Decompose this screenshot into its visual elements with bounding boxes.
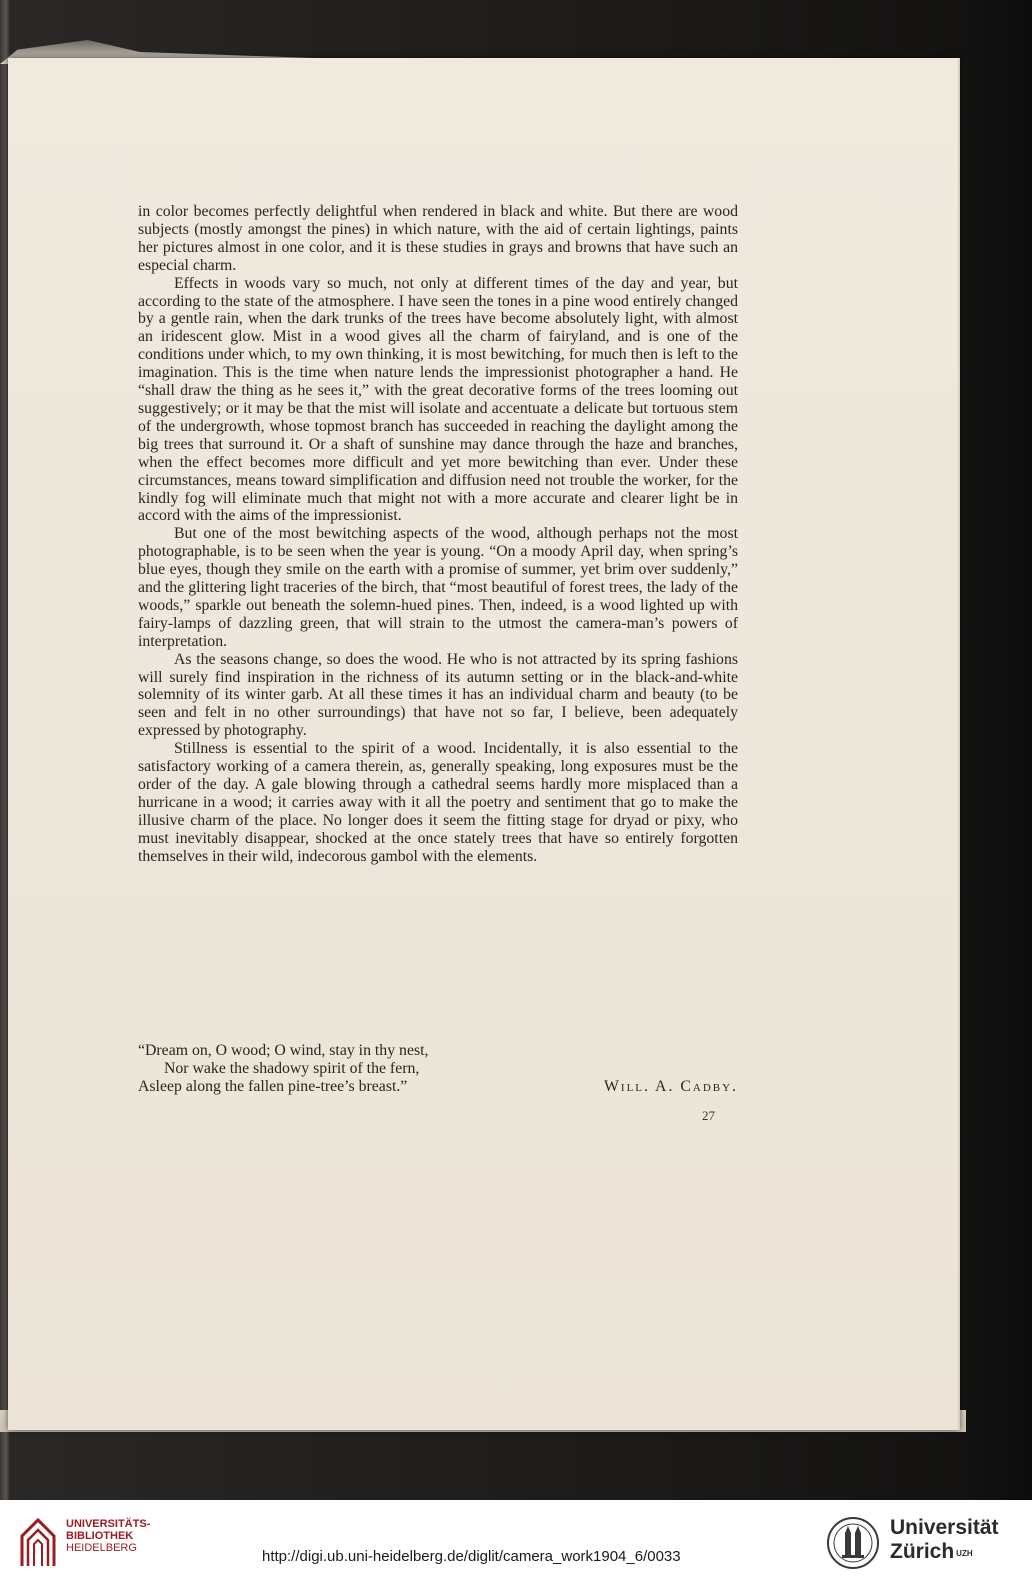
paragraph-5: Stillness is essential to the spirit of a wood. Incidentally, it is also essential to the satisfactory working of a camera therein, as, generally speaking, long exposures must be the order of the day. A gale blowing through a cathedral seems hardly more misplaced than a hurricane in a wood; it carries away with it all the poetry and sentiment that go to make the illusive charm of the place. No longer does it seem the fitting stage for dryad or pixy, who must inevitably disappear, shocked at the once stately trees that have so entirely forgotten themselves in their wild, indecorous gambol with the elements. — [138, 740, 738, 865]
paragraph-4: As the seasons change, so does the wood. He who is not attracted by its spring fashions will surely find inspiration in the richness of its autumn setting or in the black-and-white solemnity of its winter garb. At all these times it has an individual charm and beauty (to be seen and felt in no other surroundings) that have not so far, I believe, been adequately expressed by photography. — [138, 650, 738, 740]
library-line-2: BIBLIOTHEK — [66, 1530, 134, 1542]
heidelberg-library-logo-icon — [18, 1514, 58, 1570]
document-url-link[interactable]: http://digi.ub.uni-heidelberg.de/diglit/camera_work1904_6/0033 — [262, 1548, 681, 1565]
library-line-1: UNIVERSITÄTS- — [66, 1518, 151, 1530]
article-body — [138, 203, 738, 866]
poem-line-1: “Dream on, O wood; O wind, stay in thy nest, — [138, 1042, 429, 1059]
paragraph-2: Effects in woods vary so much, not only at different times of the day and year, but according to the state of the atmosphere. I have seen the tones in a pine wood entirely changed by a gentle rain, when the dark trunks of the trees have become absolutely light, with almost an iridescent glow. Mist in a wood gives all the charm of fairyland, and is one of the conditions under which, to my own thinking, it is most bewitching, for much then is left to the imagination. This is the time when nature lends the impressionist photographer a hand. He “shall draw the thing as he sees it,” with the great decorative forms of the trees looming out suggestively; or it may be that the mist will isolate and accentuate a delicate but tortuous stem of the undergrowth, whose topmost branch has succeeded in reaching the daylight among the big trees that surround it. Or a shaft of sunshine may dance through the haze and branches, when the effect becomes more difficult and yet more bewitching than ever. Under these circumstances, means toward simplification and diffusion need not trouble the worker, for the kindly fog will eliminate much that might not with a more accurate and clearer light be in accord with the aims of the impressionist. — [138, 274, 738, 525]
poem-line-3: Asleep along the fallen pine-tree’s breast.” — [138, 1078, 408, 1095]
uzh-line-1: Universität — [890, 1516, 999, 1539]
library-line-3: HEIDELBERG — [66, 1542, 137, 1554]
uzh-name — [890, 1516, 999, 1564]
paragraph-1: in color becomes perfectly delightful when rendered in black and white. But there are wood subjects (mostly amongst the pines) in which nature, with the aid of certain lightings, paints her pictures almost in one color, and it is these studies in grays and browns that have such an especial charm. — [138, 203, 738, 274]
page-number: 27 — [702, 1108, 715, 1123]
closing-poem — [138, 1042, 738, 1096]
uzh-line-2: Zürich — [890, 1540, 955, 1563]
uzh-seal-icon — [826, 1516, 880, 1570]
library-name — [66, 1518, 150, 1554]
paragraph-3: But one of the most bewitching aspects of the wood, although perhaps not the most photographable, is to be seen when the year is young. “On a moody April day, when spring’s blue eyes, though they smile on the earth with a promise of summer, yet brim over suddenly,” and the glittering light traceries of the birch, that “most beautiful of forest trees, the lady of the woods,” sparkle out beneath the solemn-hued pines. Then, indeed, is a wood lighted up with fairy-lamps of dazzling green, that will strain to the utmost the camera-man’s powers of interpretation. — [138, 525, 738, 650]
uzh-superscript: UZH — [956, 1549, 973, 1558]
poem-line-2: Nor wake the shadowy spirit of the fern, — [164, 1060, 420, 1077]
footer-bar — [0, 1500, 1032, 1583]
author-signature: Will. A. Cadby. — [604, 1078, 738, 1095]
